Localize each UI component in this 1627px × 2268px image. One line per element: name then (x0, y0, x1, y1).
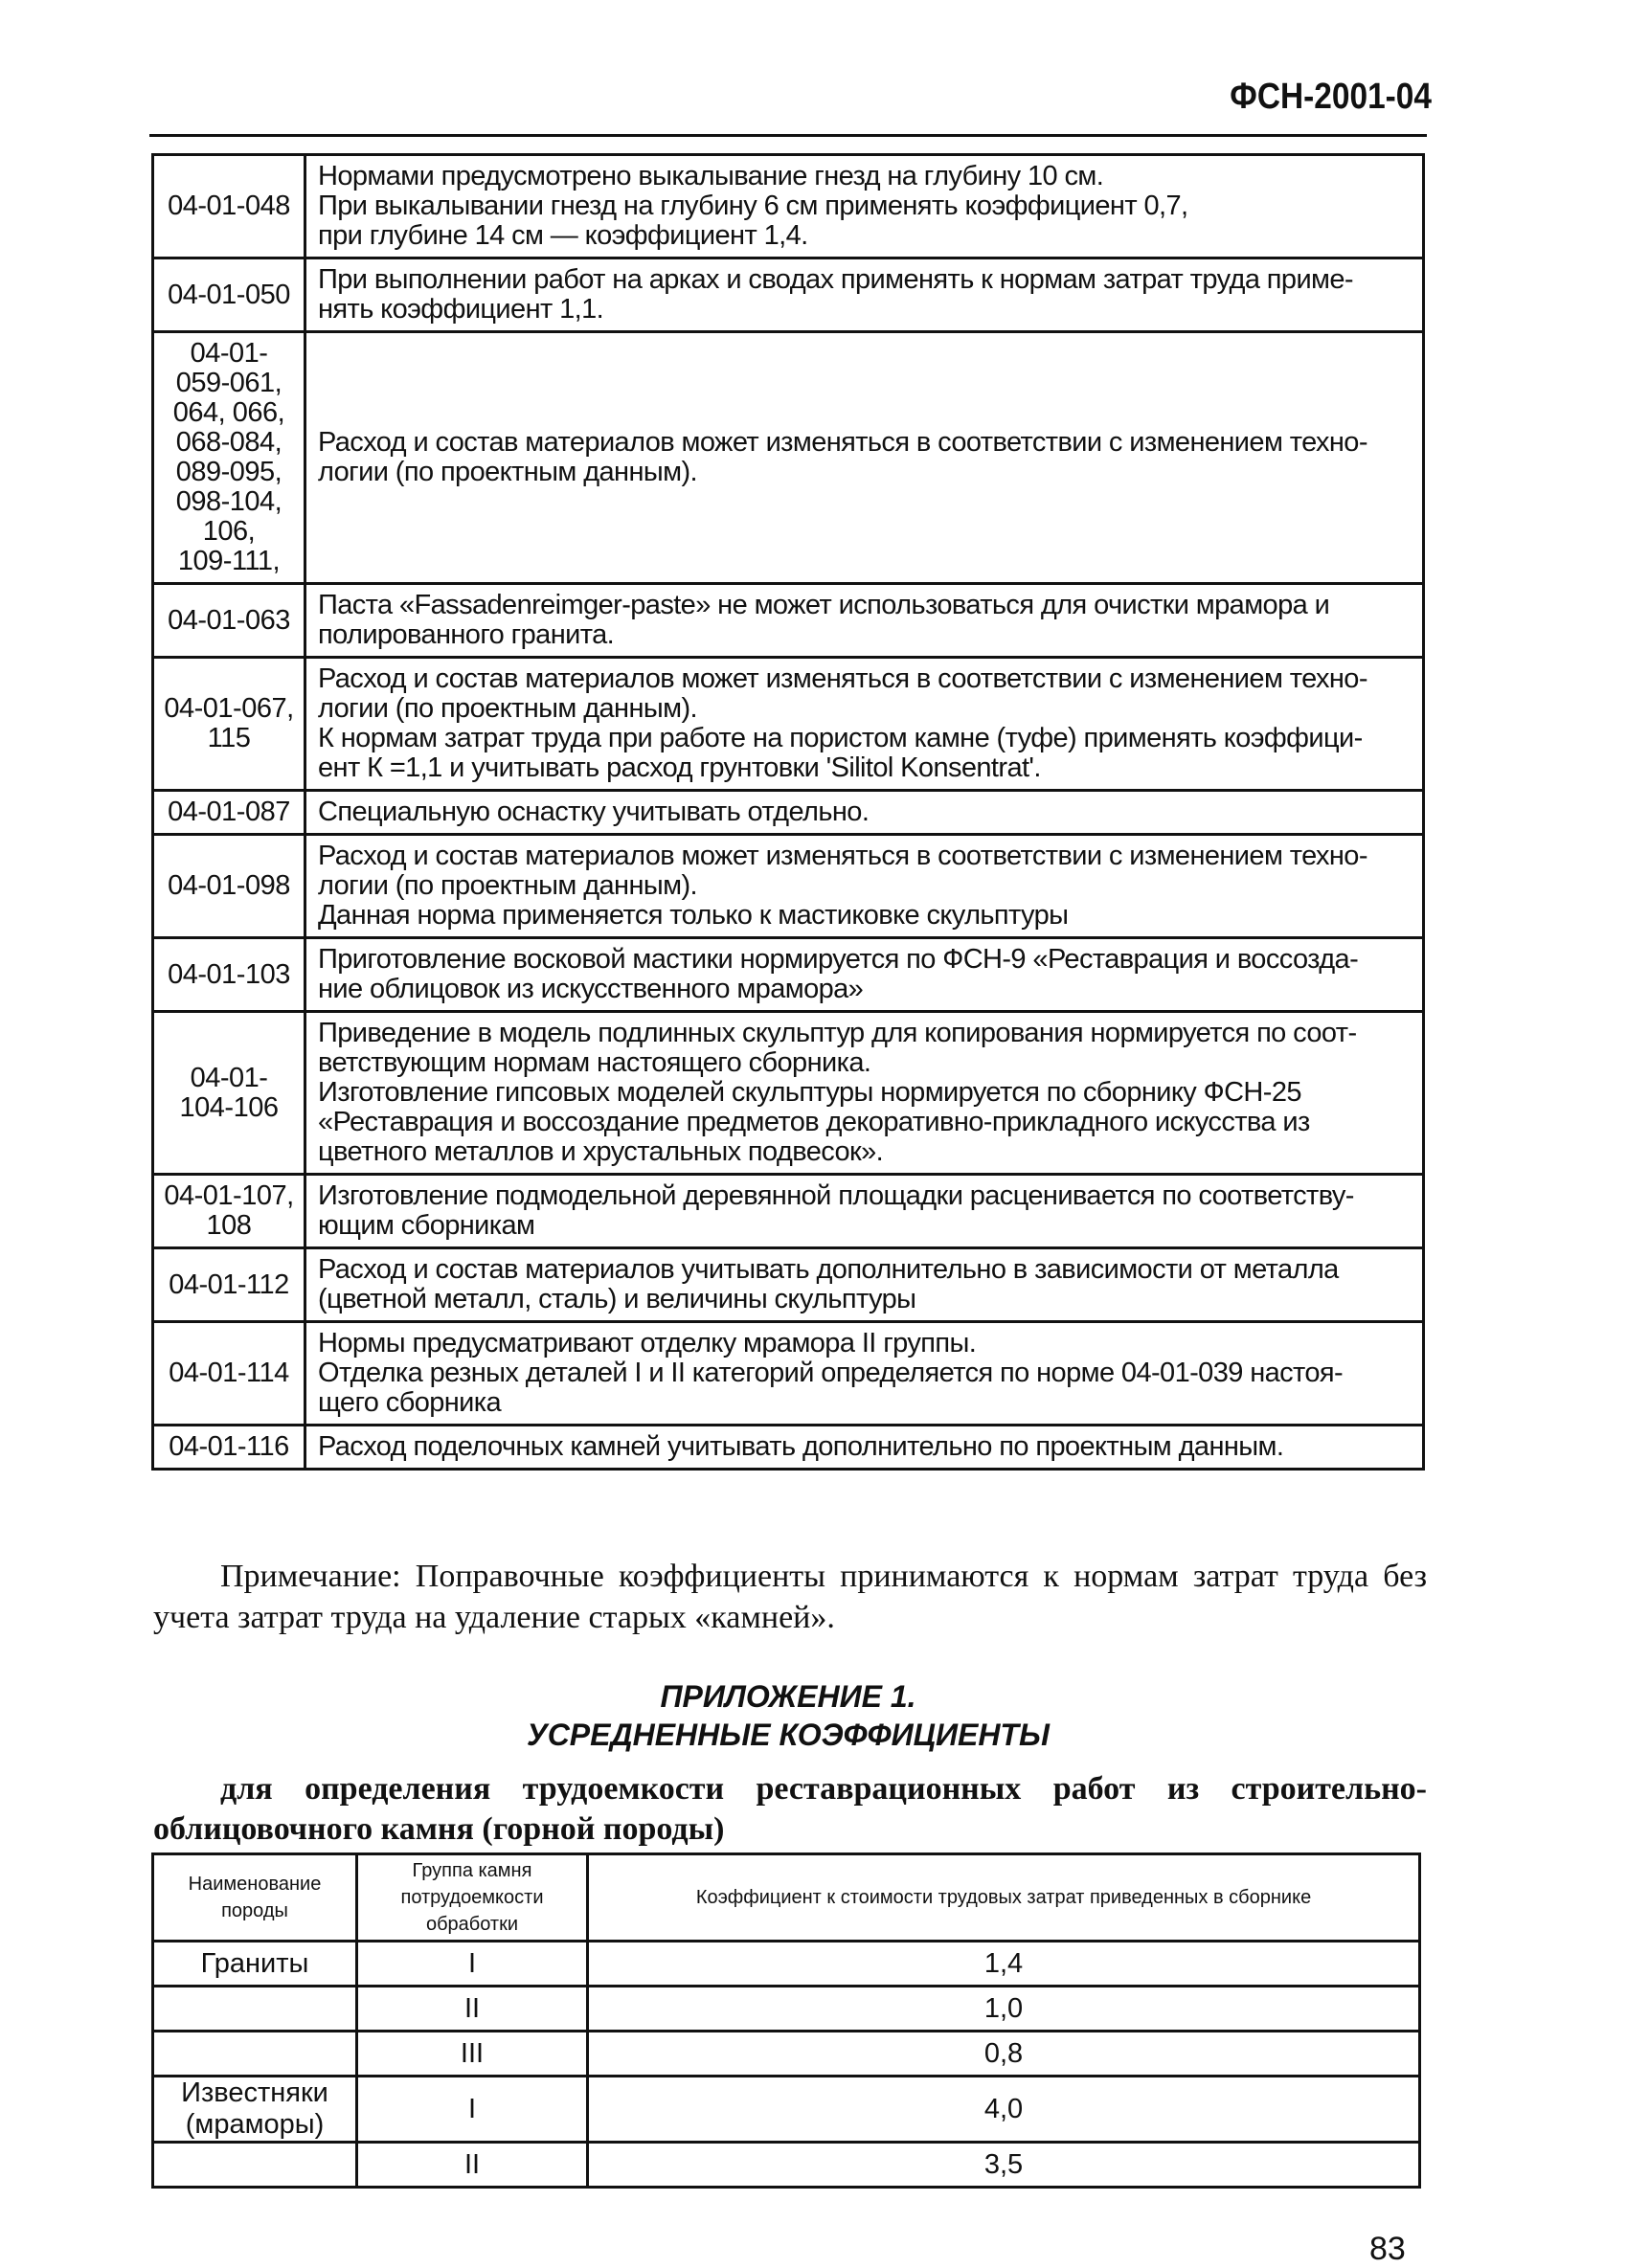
rock-name-cell (153, 2143, 357, 2188)
table-row (153, 658, 1424, 791)
norm-note-cell: Нормами предусмотрено выкалывание гнезд на глубину 10 см. При выкалывании гнезд на глубину 6 см применять коэффициент 0,7, при глубине 14 см — коэффициент 1,4. (305, 155, 1424, 258)
table-row (153, 332, 1424, 584)
norm-note-cell: Паста «Fassadenreimger-paste» не может использоваться для очистки мрамора и полированного гранита. (305, 584, 1424, 658)
table-row (153, 1987, 1420, 2032)
norm-code-cell: 04-01-103 (153, 938, 305, 1012)
norm-code-cell: 04-01- 104-106 (153, 1012, 305, 1175)
table-row (153, 2032, 1420, 2077)
norm-code-cell: 04-01-063 (153, 584, 305, 658)
stone-group-cell: I (357, 1942, 588, 1987)
page-number: 83 (1369, 2231, 1406, 2267)
norm-code-cell: 04-01-048 (153, 155, 305, 258)
table-row (153, 1248, 1424, 1322)
table-row (153, 155, 1424, 258)
coefficients-table (151, 1853, 1421, 2189)
table-row (153, 835, 1424, 938)
column-header-stone-group: Группа камня потрудоемкости обработки (357, 1854, 588, 1942)
norm-note-cell: Расход и состав материалов может изменяться в соответствии с изменением техно- логии (по проектным данным). К нормам затрат труда при работе на пористом камне (туфе) применять коэффици- ент К =1,1 и учитывать расход грунтовки 'Silitol Konsentrat'. (305, 658, 1424, 791)
stone-group-cell: I (357, 2077, 588, 2143)
coefficient-cell: 3,5 (588, 2143, 1420, 2188)
column-header-rock-name: Наименование породы (153, 1854, 357, 1942)
column-header-coefficient: Коэффициент к стоимости трудовых затрат приведенных в сборнике (588, 1854, 1420, 1942)
table-row (153, 1942, 1420, 1987)
table-row (153, 938, 1424, 1012)
norm-code-cell: 04-01-087 (153, 791, 305, 835)
table-row (153, 1322, 1424, 1426)
rock-name-cell: Граниты (153, 1942, 357, 1987)
norm-note-cell: Приготовление восковой мастики нормируется по ФСН-9 «Реставрация и воссозда- ние облицовок из искусственного мрамора» (305, 938, 1424, 1012)
norm-code-cell: 04-01-098 (153, 835, 305, 938)
norm-code-cell: 04-01-116 (153, 1426, 305, 1470)
stone-group-cell: III (357, 2032, 588, 2077)
stone-group-cell: II (357, 1987, 588, 2032)
norm-note-cell: Расход поделочных камней учитывать дополнительно по проектным данным. (305, 1426, 1424, 1470)
norm-note-cell: Расход и состав материалов учитывать дополнительно в зависимости от металла (цветной металл, сталь) и величины скульптуры (305, 1248, 1424, 1322)
norm-code-cell: 04-01- 059-061, 064, 066, 068-084, 089-095, 098-104, 106, 109-111, (153, 332, 305, 584)
norm-note-cell: Нормы предусматривают отделку мрамора II группы. Отделка резных деталей I и II категорий определяется по норме 04-01-039 настоя- щего сборника (305, 1322, 1424, 1426)
norm-note-cell: Расход и состав материалов может изменяться в соответствии с изменением техно- логии (по проектным данным). (305, 332, 1424, 584)
header-rule (149, 134, 1427, 137)
coefficient-cell: 4,0 (588, 2077, 1420, 2143)
coefficient-cell: 1,0 (588, 1987, 1420, 2032)
stone-group-cell: II (357, 2143, 588, 2188)
appendix-title-line-2: УСРЕДНЕННЫЕ КОЭФФИЦИЕНТЫ (527, 1718, 1050, 1752)
table-row (153, 791, 1424, 835)
norm-code-cell: 04-01-112 (153, 1248, 305, 1322)
appendix-title (151, 1677, 1425, 1754)
rock-name-cell: Известняки (мраморы) (153, 2077, 357, 2143)
document-code: ФСН-2001-04 (1230, 77, 1432, 117)
table-row (153, 2077, 1420, 2143)
rock-name-cell (153, 2032, 357, 2077)
norm-note-cell: Изготовление подмодельной деревянной площадки расценивается по соответству- ющим сборникам (305, 1175, 1424, 1248)
norm-note-cell: Приведение в модель подлинных скульптур для копирования нормируется по соот- ветствующим нормам настоящего сборника. Изготовление гипсовых моделей скульптуры нормируется по сборнику ФСН-25 «Реставрация и воссоздание предметов декоративно-прикладного искусства из цветного металлов и хрустальных подвесок». (305, 1012, 1424, 1175)
coefficients-header-row (153, 1854, 1420, 1942)
norm-note-cell: При выполнении работ на арках и сводах применять к нормам затрат труда приме- нять коэффициент 1,1. (305, 258, 1424, 332)
appendix-title-line-1: ПРИЛОЖЕНИЕ 1. (660, 1679, 916, 1714)
coefficient-cell: 1,4 (588, 1942, 1420, 1987)
norm-code-cell: 04-01-067, 115 (153, 658, 305, 791)
norm-note-cell: Специальную оснастку учитывать отдельно. (305, 791, 1424, 835)
table-row (153, 1175, 1424, 1248)
table-row (153, 1012, 1424, 1175)
table-row (153, 258, 1424, 332)
table-row (153, 584, 1424, 658)
appendix-subtitle: для определения трудоемкости реставрационных работ из строительно-облицовочного камня (горной породы) (153, 1771, 1427, 1847)
rock-name-cell (153, 1987, 357, 2032)
footnote-remark: Примечание: Поправочные коэффициенты принимаются к нормам затрат труда без учета затрат труда на удаление старых «камней». (153, 1559, 1427, 1635)
norms-notes-table (151, 153, 1425, 1471)
norm-code-cell: 04-01-114 (153, 1322, 305, 1426)
coefficient-cell: 0,8 (588, 2032, 1420, 2077)
norm-note-cell: Расход и состав материалов может изменяться в соответствии с изменением техно- логии (по проектным данным). Данная норма применяется только к мастиковке скульптуры (305, 835, 1424, 938)
table-row (153, 1426, 1424, 1470)
table-row (153, 2143, 1420, 2188)
norm-code-cell: 04-01-050 (153, 258, 305, 332)
norm-code-cell: 04-01-107, 108 (153, 1175, 305, 1248)
